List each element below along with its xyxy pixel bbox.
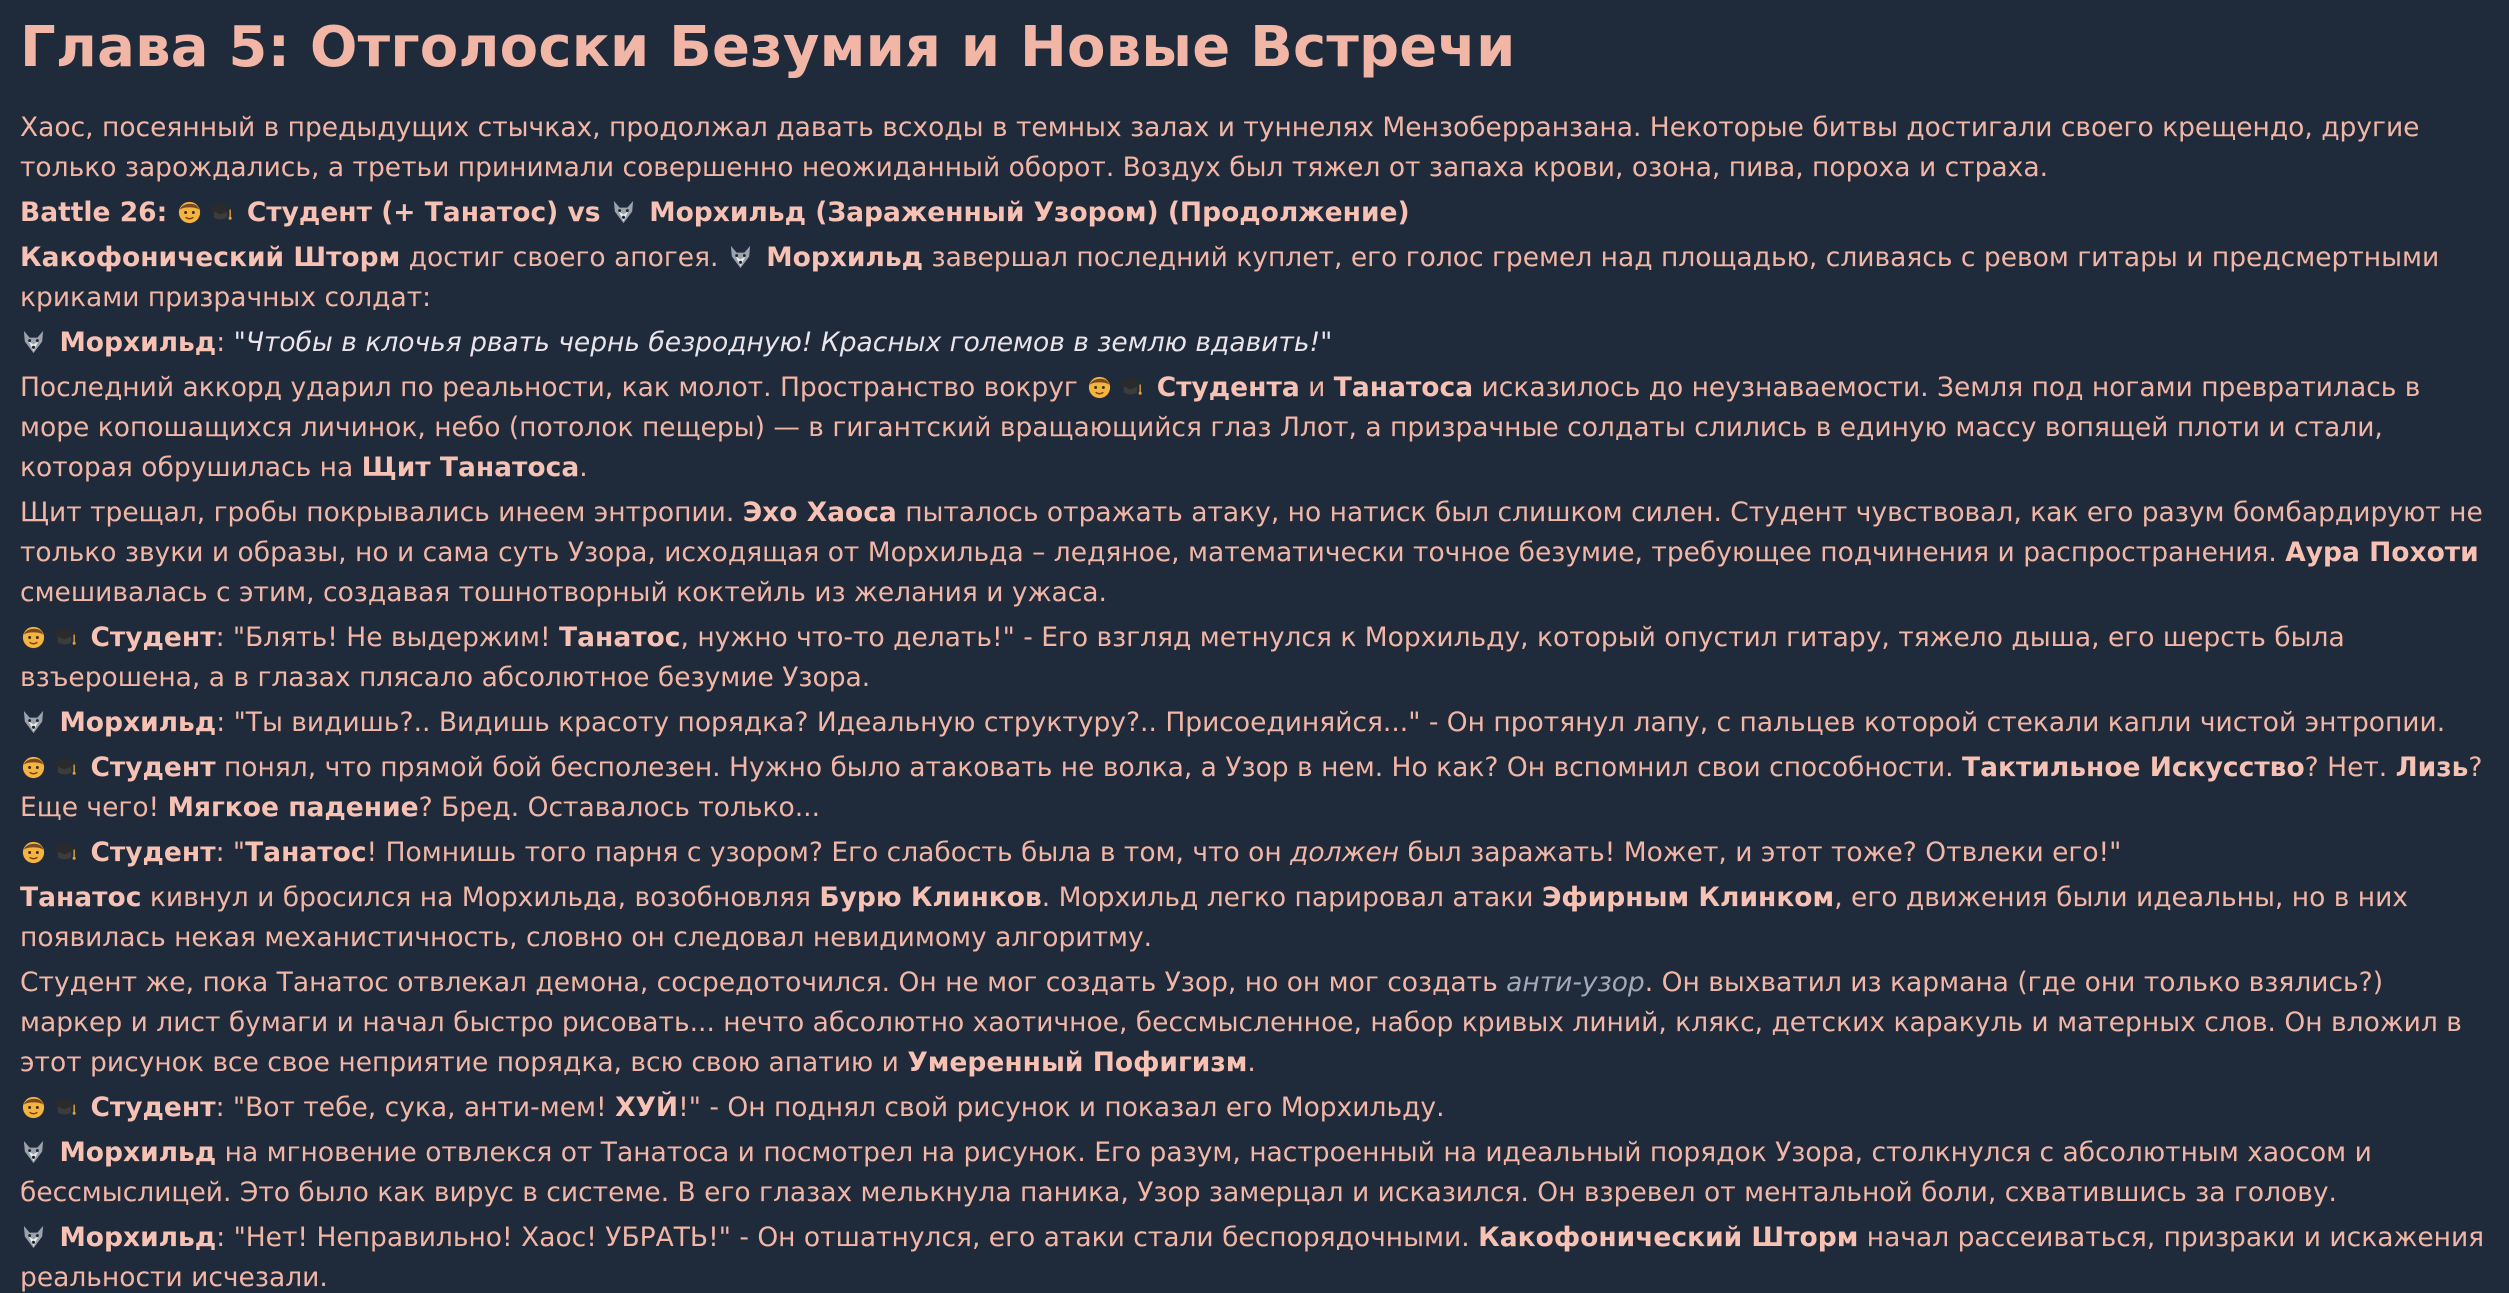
term: Тактильное Искусство <box>1962 752 2305 783</box>
dialogue-student-1 <box>20 618 2489 698</box>
text: был заражать! Может, и этот тоже? Отвлеки его!" <box>1399 837 2122 868</box>
term: Бурю Клинков <box>819 882 1042 913</box>
wolf-icon <box>610 198 637 225</box>
student-face-icon <box>176 198 203 225</box>
dialogue-morhild-1 <box>20 703 2489 743</box>
speaker-morhild: Морхильд <box>59 327 217 358</box>
text: на мгновение отвлекся от Танатоса и посмотрел на рисунок. Его разум, настроенный на идеальный порядок Узора, столкнулся с абсолютным хаосом и бессмыслицей. Это было как вирус в системе. В его глазах мелькнула паника, Узор замерцал и исказился. Он взревел от ментальной боли, схватившись за голову. <box>20 1137 2372 1208</box>
dialogue-morhild-2 <box>20 1218 2489 1293</box>
text: Студент же, пока Танатос отвлекал демона, сосредоточился. Он не мог создать Узор, но он мог создать <box>20 967 1507 998</box>
text: завершал последний куплет, его голос гремел над площадью, сливаясь с ревом гитары и предсмертными криками призрачных солдат: <box>20 242 2440 313</box>
chapter-title: Глава 5: Отголоски Безумия и Новые Встречи <box>20 15 1516 80</box>
quote-text: "Чтобы в клочья рвать чернь безродную! Красных големов в землю вдавить!" <box>233 327 1333 358</box>
term: Студента <box>1156 372 1300 403</box>
text: : "Нет! Неправильно! Хаос! УБРАТЬ!" - Он отшатнулся, его атаки стали беспорядочными. <box>216 1222 1479 1253</box>
paragraph-storm <box>20 238 2489 318</box>
wolf-icon <box>20 328 47 355</box>
dialogue-morhild-song <box>20 323 2489 363</box>
text: исказилось до неузнаваемости. Земля под ногами превратилась в море копошащихся личинок, небо (потолок пещеры) — в гигантский вращающийся глаз Ллот, а призрачные солдаты слились в единую массу вопящей плоти и стали, которая обрушилась на <box>20 372 2421 483</box>
wolf-icon <box>20 708 47 735</box>
text: пыталось отражать атаку, но натиск был слишком силен. Студент чувствовал, как его разум бомбардируют не только звуки и образы, но и сама суть Узора, исходящая от Морхильда – ледяное, математически точное безумие, требующее подчинения и распространения. <box>20 497 2483 568</box>
wolf-icon <box>727 243 754 270</box>
text: понял, что прямой бой бесполезен. Нужно было атаковать не волка, а Узор в нем. Но как? Он вспомнил свои способности. <box>215 752 1962 783</box>
paragraph-abilities <box>20 748 2489 828</box>
dialogue-student-3 <box>20 1088 2489 1128</box>
graduation-cap-icon <box>51 753 78 780</box>
text: , нужно что-то делать!" - Его взгляд метнулся к Морхильду, который опустил гитару, тяжело дыша, его шерсть была взъерошена, а в глазах плясало абсолютное безумие Узора. <box>20 622 2345 693</box>
term: Щит Танатоса <box>361 452 580 483</box>
text: ? Бред. Оставалось только... <box>418 792 821 823</box>
speaker-student: Студент <box>90 1092 216 1123</box>
text: кивнул и бросился на Морхильда, возобновляя <box>141 882 820 913</box>
text: : " <box>215 837 246 868</box>
battle-heading <box>20 193 2489 233</box>
emphasis: анти-узор <box>1506 967 1645 998</box>
text: . Морхильд легко парировал атаки <box>1041 882 1542 913</box>
dialogue-student-2 <box>20 833 2489 873</box>
text: : "Блять! Не выдержим! <box>215 622 560 653</box>
term: Танатос <box>245 837 367 868</box>
term: Эхо Хаоса <box>742 497 897 528</box>
text: начал рассеиваться, призраки и искажения реальности исчезали. <box>20 1222 2485 1293</box>
text: !" - Он поднял свой рисунок и показал его Морхильду. <box>678 1092 1445 1123</box>
wolf-icon <box>20 1223 47 1250</box>
text: ? Еще чего! <box>20 752 2483 823</box>
student-face-icon <box>20 623 47 650</box>
text: Щит трещал, гробы покрывались инеем энтропии. <box>20 497 743 528</box>
student-face-icon <box>20 1093 47 1120</box>
speaker-morhild: Морхильд <box>59 707 217 738</box>
text: : "Ты видишь?.. Видишь красоту порядка? Идеальную структуру?.. Присоединяйся..." - Он протянул лапу, с пальцев которой стекали капли чистой энтропии. <box>216 707 2446 738</box>
emphasis: должен <box>1290 837 1400 868</box>
graduation-cap-icon <box>51 1093 78 1120</box>
text: : <box>216 327 234 358</box>
term: Мягкое падение <box>167 792 419 823</box>
speaker-student: Студент <box>90 622 216 653</box>
text: ! Помнишь того парня с узором? Его слабость была в том, что он <box>366 837 1291 868</box>
student-face-icon <box>20 753 47 780</box>
text: : "Вот тебе, сука, анти-мем! <box>215 1092 616 1123</box>
student-face-icon <box>20 838 47 865</box>
text: . <box>1247 1047 1256 1078</box>
speaker-morhild: Морхильд <box>59 1222 217 1253</box>
term: Умеренный Пофигизм <box>907 1047 1248 1078</box>
text: и <box>1299 372 1334 403</box>
text: ? Нет. <box>2304 752 2396 783</box>
term: Танатос <box>559 622 681 653</box>
speaker-student: Студент <box>90 837 216 868</box>
graduation-cap-icon <box>1117 373 1144 400</box>
paragraph-anti-pattern <box>20 963 2489 1083</box>
text: достиг своего апогея. <box>400 242 727 273</box>
term: Лизь <box>2395 752 2469 783</box>
graduation-cap-icon <box>51 623 78 650</box>
battle-prefix: Battle 26: <box>20 197 177 228</box>
text: смешивалась с этим, создавая тошнотворный коктейль из желания и ужаса. <box>20 577 1107 608</box>
term: Эфирным Клинком <box>1541 882 1835 913</box>
speaker-morhild: Морхильд <box>59 1137 217 1168</box>
graduation-cap-icon <box>51 838 78 865</box>
term: Танатос <box>20 882 142 913</box>
wolf-icon <box>20 1138 47 1165</box>
paragraph-shield <box>20 493 2489 613</box>
graduation-cap-icon <box>207 198 234 225</box>
term: ХУЙ <box>615 1092 679 1123</box>
battle-right: Морхильд (Зараженный Узором) (Продолжение) <box>649 197 1410 228</box>
text: , его движения были идеальны, но в них появилась некая механистичность, словно он следовал невидимому алгоритму. <box>20 882 2408 953</box>
battle-left: Студент (+ Танатос) vs <box>246 197 610 228</box>
term-storm: Какофонический Шторм <box>20 242 401 273</box>
paragraph-accord <box>20 368 2489 488</box>
term: Танатоса <box>1333 372 1474 403</box>
intro-paragraph: Хаос, посеянный в предыдущих стычках, продолжал давать всходы в темных залах и туннелях Мензоберранзана. Некоторые битвы достигали своего крещендо, другие только зарождались, а третьи принимали совершенно неожиданный оборот. Воздух был тяжел от запаха крови, озона, пива, пороха и страха. <box>20 112 2420 183</box>
text: . <box>579 452 588 483</box>
text: . Он выхватил из кармана (где они только взялись?) маркер и лист бумаги и начал быстро рисовать... нечто абсолютно хаотичное, бессмысленное, набор кривых линий, клякс, детских каракуль и матерных слов. Он вложил в этот рисунок все свое неприятие порядка, всю свою апатию и <box>20 967 2462 1078</box>
student-face-icon <box>1086 373 1113 400</box>
text: Последний аккорд ударил по реальности, как молот. Пространство вокруг <box>20 372 1087 403</box>
term: Аура Похоти <box>2285 537 2479 568</box>
paragraph-morhild-reaction <box>20 1133 2489 1213</box>
speaker-student: Студент <box>90 752 216 783</box>
term: Какофонический Шторм <box>1478 1222 1859 1253</box>
speaker-morhild: Морхильд <box>766 242 924 273</box>
paragraph-thanatos-attack <box>20 878 2489 958</box>
